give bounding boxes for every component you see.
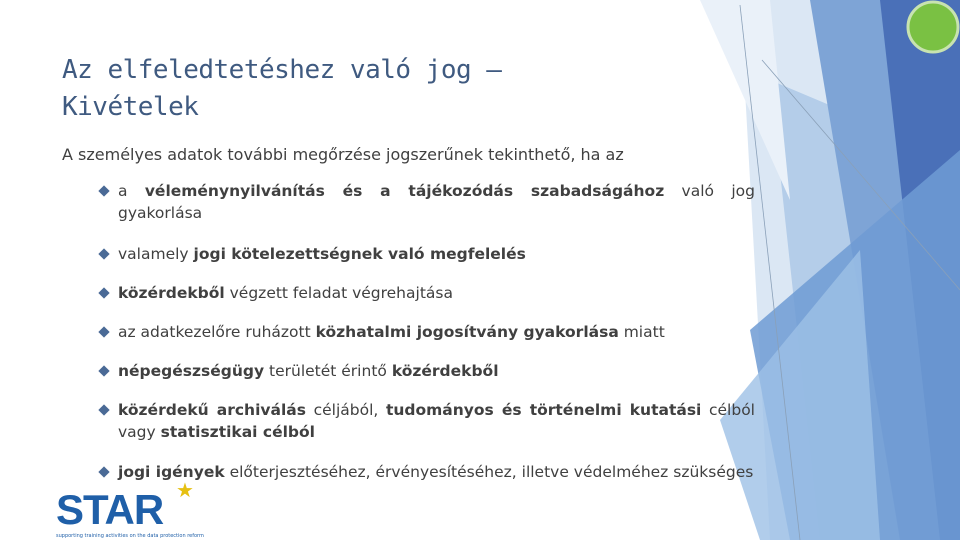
- diamond-bullet-icon: [98, 365, 109, 376]
- bullet-text: való jog gyakorlása: [118, 182, 755, 222]
- diamond-bullet-icon: [98, 326, 109, 337]
- diamond-bullet-icon: [98, 287, 109, 298]
- title-line-2: Kivételek: [62, 92, 199, 122]
- bullet-text: területét érintő: [264, 362, 392, 380]
- slide-title: [62, 52, 702, 126]
- bullet-list: [100, 180, 755, 483]
- diamond-bullet-icon: [98, 466, 109, 477]
- bullet-text-bold: jogi igények: [118, 463, 225, 481]
- bullet-text-bold: közérdekből: [118, 284, 225, 302]
- diamond-bullet-icon: [98, 185, 109, 196]
- bullet-text-bold: közérdekű archiválás: [118, 401, 306, 419]
- bullet-text: valamely: [118, 245, 194, 263]
- bullet-text-bold: népegészségügy: [118, 362, 265, 380]
- bullet-item: [100, 321, 755, 343]
- logo-text: STAR: [56, 486, 164, 533]
- bullet-item: [100, 399, 755, 443]
- bullet-text: a: [118, 182, 145, 200]
- star-icon: ★: [176, 478, 194, 502]
- bullet-text: célból vagy: [118, 401, 755, 441]
- bullet-text: végzett feladat végrehajtása: [224, 284, 453, 302]
- bullet-text: az adatkezelőre ruházott: [118, 323, 316, 341]
- bullet-text-bold: tudományos és történelmi kutatási: [385, 401, 702, 419]
- bullet-item: [100, 360, 755, 382]
- title-line-1: Az elfeledtetéshez való jog –: [62, 55, 502, 85]
- diamond-bullet-icon: [98, 404, 109, 415]
- intro-text: A személyes adatok további megőrzése jogszerűnek tekinthető, ha az: [62, 145, 624, 164]
- star-logo: [52, 478, 202, 540]
- bullet-text-bold: közérdekből: [391, 362, 499, 380]
- bullet-item: [100, 243, 755, 265]
- bullet-text: előterjesztéséhez, érvényesítéséhez, illetve védelméhez szükséges: [224, 463, 754, 481]
- bullet-text: céljából,: [305, 401, 386, 419]
- bullet-item: [100, 282, 755, 304]
- bullet-item: [100, 180, 755, 224]
- bullet-text-bold: véleménynyilvánítás és a tájékozódás szabadságához: [144, 182, 665, 200]
- bullet-text-bold: statisztikai célból: [160, 423, 315, 441]
- bullet-text-bold: jogi kötelezettségnek való megfelelés: [193, 245, 526, 263]
- logo-subtitle: supporting training activities on the data protection reform: [56, 533, 204, 539]
- deco-green-circle: [908, 2, 958, 52]
- bullet-text: miatt: [618, 323, 665, 341]
- bullet-text-bold: közhatalmi jogosítvány gyakorlása: [315, 323, 619, 341]
- diamond-bullet-icon: [98, 248, 109, 259]
